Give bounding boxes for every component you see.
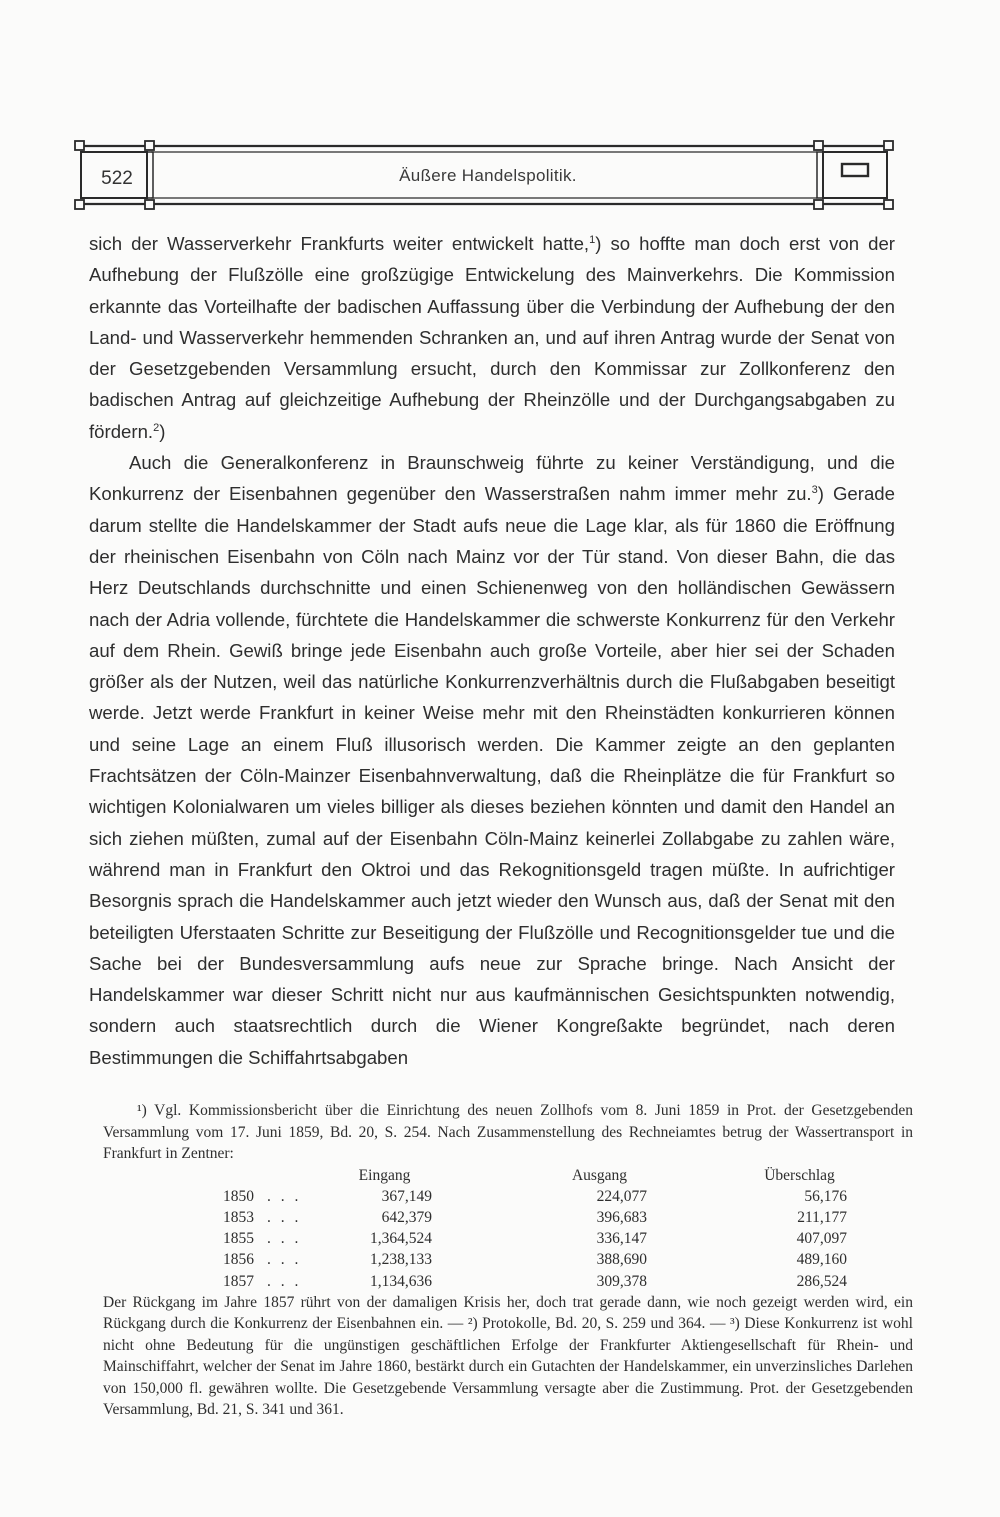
table-cell-year: 1855: [223, 1230, 254, 1248]
table-cell-ausgang: 396,683: [596, 1208, 647, 1226]
paragraph-1-text-a: sich der Wasserverkehr Frankfurts weiter entwickelt hatte,: [89, 233, 590, 254]
table-cell-ausgang: 336,147: [596, 1230, 647, 1248]
table-cell-dots: . . .: [267, 1272, 302, 1290]
table-cell-ausgang: 309,378: [596, 1272, 647, 1290]
table-cell-eingang: 1,364,524: [370, 1230, 432, 1248]
table-cell-dots: . . .: [267, 1251, 302, 1269]
running-title: Äußere Handelspolitik.: [399, 166, 577, 185]
main-text: [89, 228, 895, 1073]
table-header-eingang: Eingang: [358, 1166, 411, 1184]
table-cell-ausgang: 224,077: [596, 1187, 647, 1205]
table-header-ueberschlag: Überschlag: [764, 1166, 835, 1184]
paragraph-1: [89, 228, 895, 447]
footnote-ref-1: 1: [589, 233, 596, 246]
table-cell-dots: . . .: [267, 1208, 302, 1226]
table-cell-dots: . . .: [267, 1187, 302, 1205]
footnote-continuation: Der Rückgang im Jahre 1857 rührt von der damaligen Krisis her, doch trat gerade dann, wie noch gezeigt werden wird, ein Rückgang durch die Konkurrenz der Eisenbahnen ein. — ²) Protokolle, Bd. 20, S. 259 und 364. — ³) Diese Konkurrenz ist wohl nicht ohne Bedeutung für die ungünstigen geschäftlichen Erfolge der Frankfurter Aktiengesellschaft für Rhein- und Mainschiffahrt, welcher der Senat im Jahre 1860, bestärkt durch ein Gutachten der Handelskammer, ein unverzinsliches Darlehen von 150,000 fl. gewähren wollte. Die Gesetzgebende Versammlung versagte aber die Zustimmung. Prot. der Gesetzgebenden Versammlung, Bd. 21, S. 341 und 361.: [103, 1293, 913, 1419]
table-cell-ueberschlag: 211,177: [797, 1208, 847, 1226]
table-cell-ueberschlag: 56,176: [804, 1187, 847, 1205]
table-cell-eingang: 367,149: [381, 1187, 432, 1205]
table-cell-year: 1850: [223, 1187, 254, 1205]
table-cell-dots: . . .: [267, 1230, 302, 1248]
table-row: [223, 1271, 847, 1292]
table-row: [223, 1207, 847, 1228]
table-cell-eingang: 642,379: [381, 1208, 432, 1226]
table-cell-eingang: 1,134,636: [370, 1272, 432, 1290]
table-row: [223, 1249, 847, 1270]
page-number: 522: [101, 168, 133, 189]
table-cell-ueberschlag: 489,160: [796, 1251, 847, 1269]
table-row: [223, 1186, 847, 1207]
paragraph-2-text-b: ) Gerade darum stellte die Handelskammer der Stadt aufs neue die Lage klar, als für 1860 die Eröffnung der rheinischen Eisenbahn von Cöln nach Mainz vor der Tür stand. Von dieser Bahn, die das Herz Deutschlands durchschnitte und einen Schienenweg von den holländischen Gewässern nach der Adria vollende, fürchtete die Handelskammer die schwerste Konkurrenz für den Verkehr auf dem Rhein. Gewiß bringe jede Eisenbahn auch große Vorteile, aber hier sei der Schaden größer als der Nutzen, weil das natürliche Konkurrenzverhältnis durch die Flußabgaben beseitigt werde. Jetzt werde Frankfurt in keiner Weise mehr mit den Rheinstädten konkurrieren können und seine Lage an einem Fluß illusorisch werden. Die Kammer zeigte an den geplanten Frachtsätzen der Cöln-Mainzer Eisenbahnverwaltung, daß die Rheinplätze die für Frankfurt so wichtigen Kolonialwaren um vieles billiger als dieses beziehen könnten und damit den Handel an sich ziehen müßten, zumal auf der Eisenbahn Cöln-Mainz keinerlei Zollabgabe zu zahlen wäre, während man in Frankfurt den Oktroi und das Rekognitionsgeld tragen müßte. In aufrichtiger Besorgnis sprach die Handelskammer auch jetzt wieder den Wunsch aus, daß der Senat mit den beteiligten Uferstaaten Schritte zur Beseitigung der Flußzölle und Recognitionsgelder tue und die Sache bei der Bundesversammlung aufs neue zur Sprache bringe. Nach Ansicht der Handelskammer war dieser Schritt nicht nur aus kaufmännischen Gesichtspunkten notwendig, sondern auch staatsrechtlich durch die Wiener Kongreßakte begründet, nach deren Bestimmungen die Schiffahrtsabgaben: [89, 483, 895, 1068]
table-cell-year: 1857: [223, 1272, 254, 1290]
paragraph-2-text-a: Auch die Generalkonferenz in Braunschweig führte zu keiner Verständigung, und die Konkurrenz der Eisenbahnen gegenüber den Wasserstraßen nahm immer mehr zu.: [89, 452, 895, 505]
page-header: [73, 138, 895, 214]
table-cell-ueberschlag: 407,097: [796, 1230, 847, 1248]
paragraph-2: [89, 447, 895, 1073]
transport-table: [223, 1165, 847, 1292]
table-cell-eingang: 1,238,133: [370, 1251, 432, 1269]
footnote-1-marker: ¹): [137, 1102, 147, 1119]
table-cell-year: 1853: [223, 1208, 254, 1226]
table-cell-ueberschlag: 286,524: [796, 1272, 847, 1290]
table-cell-ausgang: 388,690: [596, 1251, 647, 1269]
footnote-1-text: Vgl. Kommissionsbericht über die Einrichtung des neuen Zollhofs vom 8. Juni 1859 in Prot. der Gesetzgebenden Versammlung vom 17. Juni 1859, Bd. 20, S. 254. Nach Zusammenstellung des Rechneiamtes betrug der Wassertransport in Frankfurt in Zentner:: [103, 1102, 913, 1162]
footnote-ref-3: 3: [811, 484, 818, 497]
table-header-ausgang: Ausgang: [571, 1166, 628, 1184]
table-row: [223, 1228, 847, 1249]
table-cell-year: 1856: [223, 1251, 254, 1269]
paragraph-1-text-b: ) so hoffte man doch erst von der Aufhebung der Flußzölle eine großzügige Entwickelung des Mainverkehrs. Die Kommission erkannte das Vorteilhafte der badischen Auffassung über die Verbindung der Aufhebung der den Land- und Wasserverkehr hemmenden Schranken an, und auf ihren Antrag wurde der Senat von der Gesetzgebenden Versammlung ersucht, durch den Kommissar zur Zollkonferenz den badischen Antrag auf gleichzeitige Aufhebung der Rheinzölle und der Durchgangsabgaben zu fördern.: [89, 233, 896, 442]
footnote-ref-2: 2: [153, 421, 160, 434]
footnote-1: [103, 1100, 913, 1165]
footnotes: [103, 1100, 913, 1421]
paragraph-1-text-c: ): [159, 420, 166, 442]
table-header-row: [223, 1165, 847, 1186]
